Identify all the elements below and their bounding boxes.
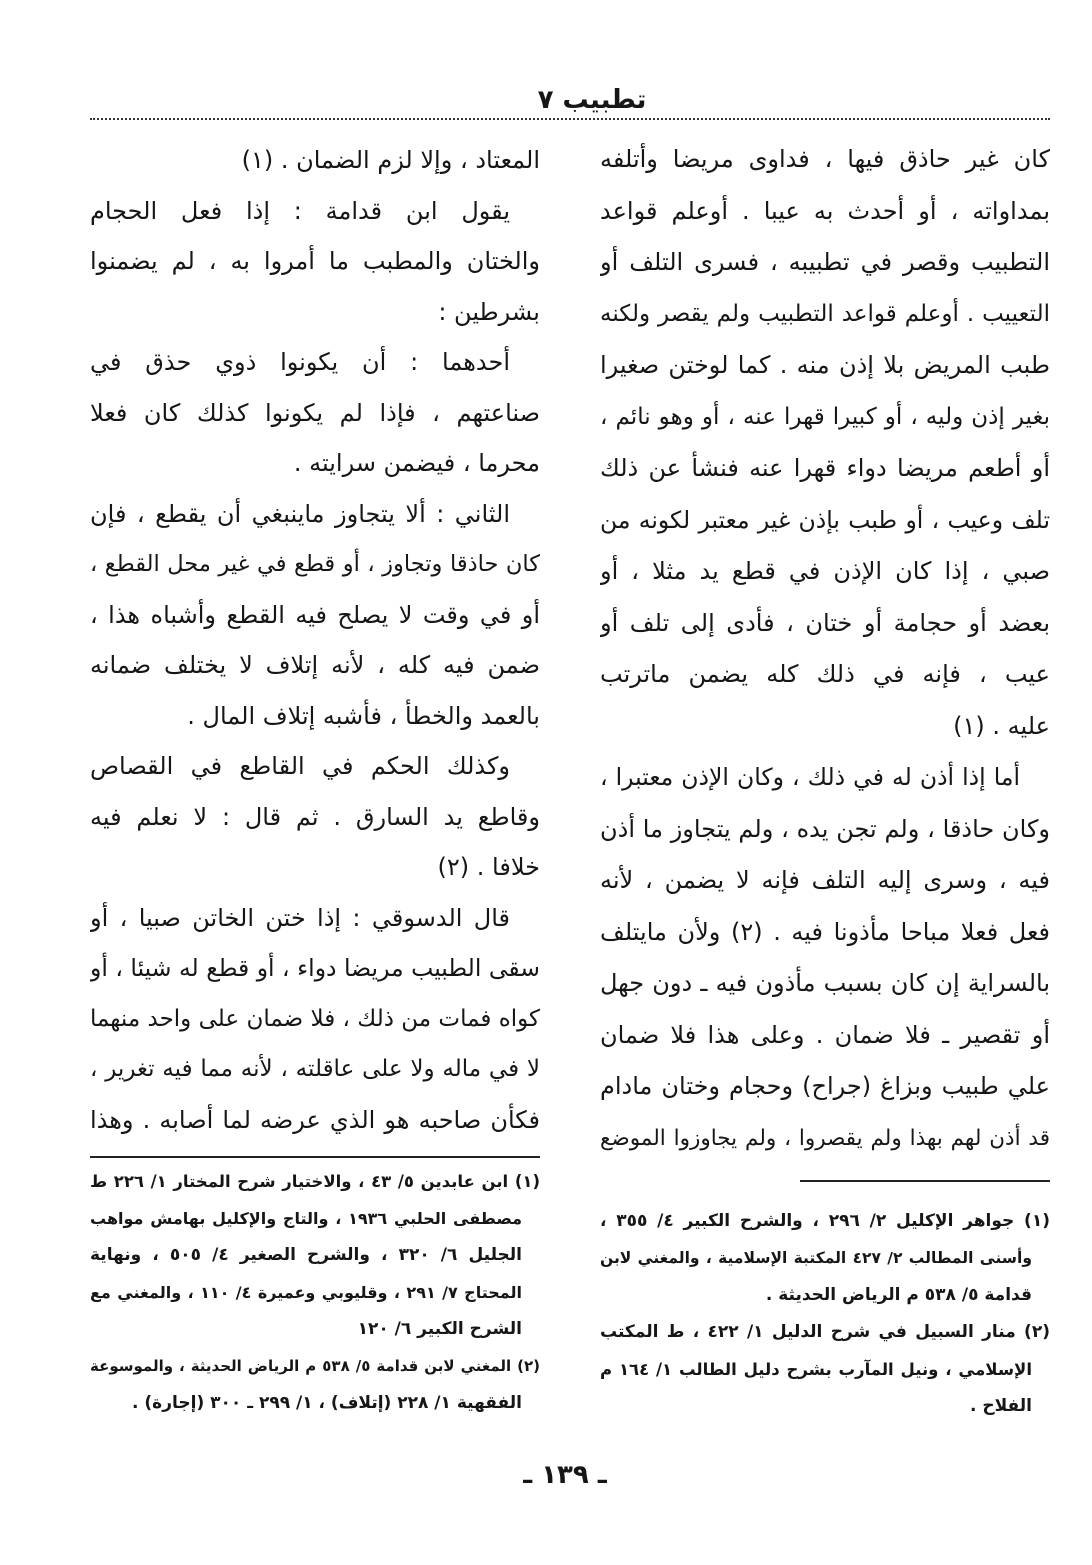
footnote-line: الإسلامي ، ونيل المآرب بشرح دليل الطالب ١/ ١٦٤ م — [600, 1360, 1032, 1379]
footnote-line: الفقهية ١/ ٢٢٨ (إتلاف) ، ١/ ٢٩٩ ـ ٣٠٠ (إجارة) . — [132, 1393, 522, 1413]
text-line: عيب ، فإنه في ذلك كله يضمن ماترتب — [600, 660, 1050, 688]
text-line: محرما ، فيضمن سرايته . — [293, 449, 540, 477]
text-line: عليه . (١) — [953, 711, 1050, 740]
text-line: فكأن صاحبه هو الذي عرضه لما أصابه . وهذا — [90, 1105, 540, 1134]
text-line: طبب المريض بلا إذن منه . كما لوختن صغيرا — [600, 351, 1050, 379]
text-line: الثاني : ألا يتجاوز ماينبغي أن يقطع ، فإن — [90, 499, 510, 528]
text-line: بالعمد والخطأ ، فأشبه إتلاف المال . — [187, 701, 540, 730]
text-line: كان حاذقا وتجاوز ، أو قطع في غير محل القطع ، — [90, 551, 540, 577]
text-line: تلف وعيب ، أو طبب بإذن غير معتبر لكونه من — [600, 505, 1050, 534]
text-line: أو في وقت لا يصلح فيه القطع وأشباه هذا ، — [90, 600, 540, 629]
text-line: أو تقصير ـ فلا ضمان . وعلى هذا فلا ضمان — [600, 1020, 1050, 1049]
text-line: قد أذن لهم بهذا ولم يقصروا ، ولم يجاوزوا الموضع — [600, 1125, 1050, 1151]
footnote-line: (١) جواهر الإكليل ٢/ ٢٩٦ ، والشرح الكبير ٤/ ٣٥٥ ، — [600, 1211, 1050, 1231]
footnote-line: (٢) المغني لابن قدامة ٥/ ٥٣٨ م الرياض الحديثة ، والموسوعة — [90, 1357, 540, 1375]
text-line: أما إذا أذن له في ذلك ، وكان الإذن معتبرا ، — [600, 763, 1020, 791]
text-line: ضمن فيه كله ، لأنه إتلاف لا يختلف ضمانه — [90, 651, 540, 679]
footnote-separator-right — [800, 1180, 1050, 1182]
text-line: بالسراية إن كان بسبب مأذون فيه ـ دون جهل — [600, 969, 1050, 997]
footnote-line: الشرح الكبير ٦/ ١٢٠ — [357, 1319, 522, 1339]
footnote-line: قدامة ٥/ ٥٣٨ م الرياض الحديثة . — [765, 1285, 1032, 1305]
text-line: وقاطع يد السارق . ثم قال : لا نعلم فيه — [90, 802, 540, 831]
footnote-separator-left — [90, 1156, 540, 1158]
footnote-line: وأسنى المطالب ٢/ ٤٢٧ المكتبة الإسلامية ، والمغني لابن — [600, 1249, 1032, 1267]
text-line: التطبيب وقصر في تطبيبه ، فسرى التلف أو — [600, 248, 1050, 276]
page-number: ـ ١٣٩ ـ — [523, 1460, 607, 1490]
page-header-title: تطبيب ٧ — [537, 85, 647, 115]
text-line: المعتاد ، وإلا لزم الضمان . (١) — [241, 146, 540, 174]
text-line: كان غير حاذق فيها ، فداوى مريضا وأتلفه — [600, 145, 1050, 173]
text-line: فعل فعلا مباحا مأذونا فيه . (٢) ولأن مايتلف — [600, 917, 1050, 946]
text-line: أو أطعم مريضا دواء قهرا عنه فنشأ عن ذلك — [600, 454, 1050, 482]
text-line: يقول ابن قدامة : إذا فعل الحجام — [90, 196, 510, 225]
text-line: خلافا . (٢) — [437, 853, 540, 881]
text-line: صناعتهم ، فإذا لم يكونوا كذلك كان فعلا — [90, 398, 540, 427]
footnote-line: مصطفى الحلبي ١٩٣٦ ، والتاج والإكليل بهامش مواهب — [90, 1209, 523, 1228]
text-line: بمداواته ، أو أحدث به عيبا . أوعلم قواعد — [600, 196, 1050, 225]
text-line: بشرطين : — [438, 297, 540, 326]
footnotes-left — [90, 1163, 540, 1422]
text-line: علي طبيب وبزاغ (جراح) وحجام وختان مادام — [600, 1072, 1050, 1100]
text-line: صبي ، إذا كان الإذن في قطع يد مثلا ، أو — [600, 557, 1050, 585]
text-line: التعييب . أوعلم قواعد التطبيب ولم يقصر ولكنه — [600, 300, 1050, 327]
footnote-line: (١) ابن عابدين ٥/ ٤٣ ، والاختيار شرح المختار ١/ ٢٢٦ ط — [90, 1172, 540, 1191]
footnote-line: الجليل ٦/ ٣٢٠ ، والشرح الصغير ٤/ ٥٠٥ ، ونهاية — [90, 1245, 523, 1265]
left-column — [90, 135, 540, 1145]
text-line: كواه فمات من ذلك ، فلا ضمان على واحد منهما — [90, 1005, 540, 1032]
right-column — [600, 134, 1050, 1164]
text-line: قال الدسوقي : إذا ختن الخاتن صبيا ، أو — [90, 903, 510, 932]
footnote-line: المحتاج ٧/ ٢٩١ ، وقليوبي وعميرة ٤/ ١١٠ ، والمغني مع — [90, 1283, 522, 1302]
text-line: بعضد أو حجامة أو ختان ، فأدى إلى تلف أو — [600, 608, 1050, 637]
text-line: لا في ماله ولا على عاقلته ، لأنه مما فيه تغرير ، — [90, 1056, 540, 1082]
text-line: فيه ، وسرى إليه التلف فإنه لا يضمن ، لأنه — [600, 866, 1050, 894]
text-line: سقى الطبيب مريضا دواء ، أو قطع له شيئا ، أو — [90, 954, 540, 982]
text-line: بغير إذن وليه ، أو كبيرا قهرا عنه ، أو وهو نائم ، — [600, 403, 1050, 430]
text-line: والختان والمطبب ما أمروا به ، لم يضمنوا — [90, 247, 540, 275]
text-line: أحدهما : أن يكونوا ذوي حذق في — [90, 348, 510, 376]
footnotes-right — [600, 1203, 1050, 1425]
header-dotted-divider — [90, 118, 1050, 120]
footnote-line: الفلاح . — [970, 1396, 1032, 1416]
text-line: وكان حاذقا ، ولم تجن يده ، ولم يتجاوز ما أذن — [600, 814, 1050, 843]
footnote-line: (٢) منار السبيل في شرح الدليل ١/ ٤٢٢ ، ط المكتب — [600, 1322, 1050, 1342]
text-line: وكذلك الحكم في القاطع في القصاص — [90, 752, 510, 780]
